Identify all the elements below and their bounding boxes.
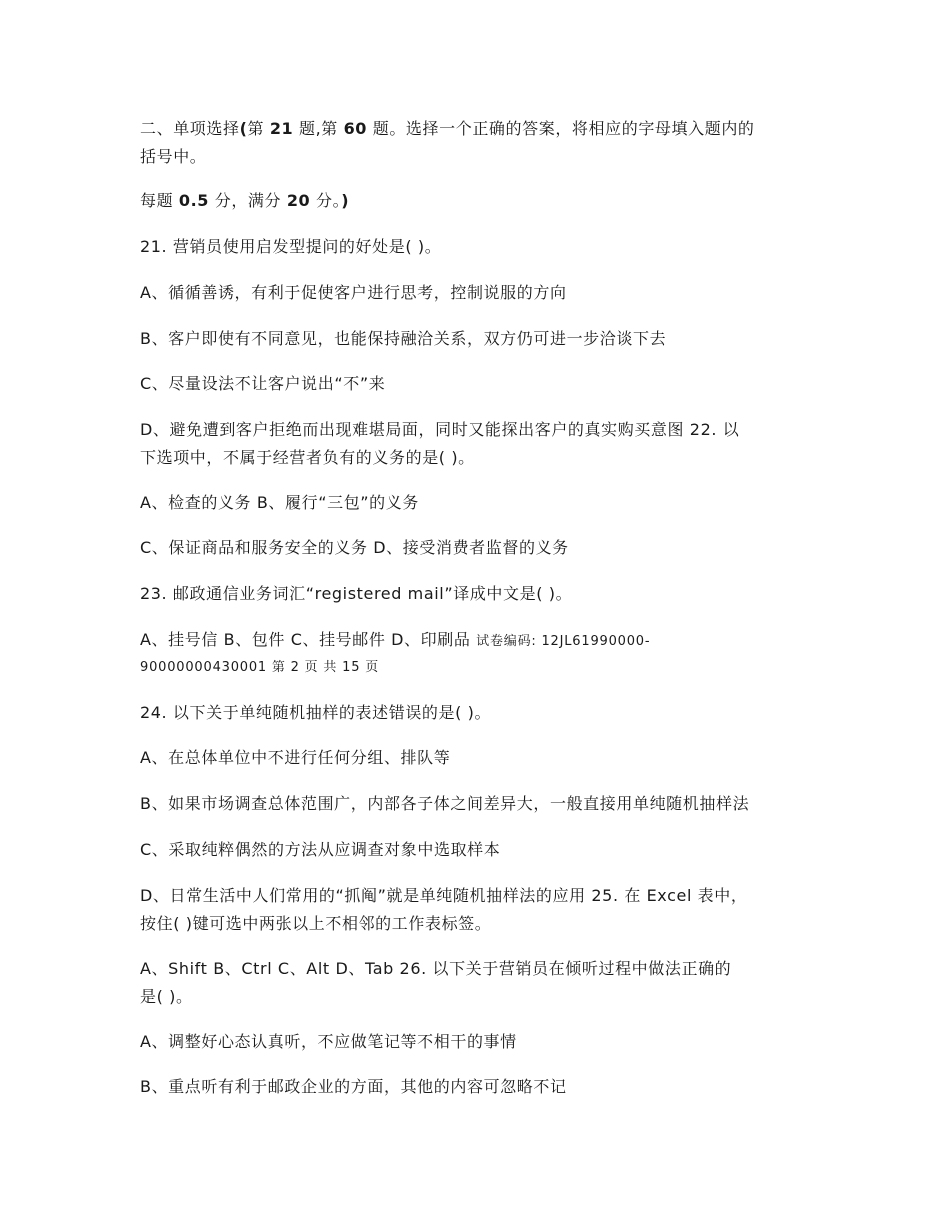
question-22-options-cd: C、保证商品和服务安全的义务 D、接受消费者监督的义务	[140, 538, 569, 557]
question-26-option-b: B、重点听有利于邮政企业的方面，其他的内容可忽略不记	[140, 1077, 567, 1096]
heading-text: 题。选择一个正确的答案，将相应的字母填入题内的	[367, 119, 755, 138]
heading-text: 题,第	[293, 119, 344, 138]
heading-number: 60	[343, 119, 368, 138]
question-22-stem: 下选项中，不属于经营者负有的义务的是( )。	[140, 448, 475, 467]
question-21-option-d: D、避免遭到客户拒绝而出现难堪局面，同时又能探出客户的真实购买意图 22. 以	[140, 420, 740, 439]
question-21-option-a: A、循循善诱，有利于促使客户进行思考，控制说服的方向	[140, 283, 567, 302]
section-heading-cont: 括号中。	[140, 147, 207, 166]
question-26-stem: 是( )。	[140, 987, 193, 1006]
scoring-number: 0.5	[178, 191, 210, 210]
question-24-option-d: D、日常生活中人们常用的“抓阄”就是单纯随机抽样法的应用 25. 在 Excel 表中，	[140, 886, 748, 905]
scoring-text: 分。	[310, 191, 342, 210]
section-heading	[140, 115, 830, 143]
question-21-option-b: B、客户即使有不同意见，也能保持融洽关系，双方仍可进一步洽谈下去	[140, 329, 667, 348]
page-footer-number: 90000000430001 第 2 页 共 15 页	[140, 660, 380, 675]
scoring-paren: )	[341, 191, 350, 210]
heading-text: 二、单项选择	[140, 119, 240, 138]
question-21-option-c: C、尽量设法不让客户说出“不”来	[140, 374, 386, 393]
heading-number: 21	[269, 119, 294, 138]
scoring-text: 分，满分	[209, 191, 287, 210]
question-22-options-ab: A、检查的义务 B、履行“三包”的义务	[140, 493, 419, 512]
heading-text: 第	[247, 119, 270, 138]
question-24-option-a: A、在总体单位中不进行任何分组、排队等	[140, 748, 451, 767]
question-24-option-c: C、采取纯粹偶然的方法从应调查对象中选取样本	[140, 840, 501, 859]
heading-paren: (	[239, 119, 248, 138]
scoring-number: 20	[286, 191, 311, 210]
question-25-stem: 按住( )键可选中两张以上不相邻的工作表标签。	[140, 914, 492, 933]
scoring-text: 每题	[140, 191, 179, 210]
question-23-options-text: A、挂号信 B、包件 C、挂号邮件 D、印刷品	[140, 630, 471, 649]
section-scoring	[140, 187, 830, 215]
question-23-options	[140, 626, 830, 656]
question-21-stem: 21. 营销员使用启发型提问的好处是( )。	[140, 237, 442, 256]
question-24-stem: 24. 以下关于单纯随机抽样的表述错误的是( )。	[140, 703, 492, 722]
question-23-stem: 23. 邮政通信业务词汇“registered mail”译成中文是( )。	[140, 584, 573, 603]
question-25-options: A、Shift B、Ctrl C、Alt D、Tab 26. 以下关于营销员在倾听过程中做法正确的	[140, 959, 732, 978]
page-footer-code: 试卷编码: 12JL61990000-	[476, 634, 651, 649]
question-24-option-b: B、如果市场调查总体范围广，内部各子体之间差异大，一般直接用单纯随机抽样法	[140, 794, 750, 813]
question-26-option-a: A、调整好心态认真听，不应做笔记等不相干的事情	[140, 1032, 517, 1051]
